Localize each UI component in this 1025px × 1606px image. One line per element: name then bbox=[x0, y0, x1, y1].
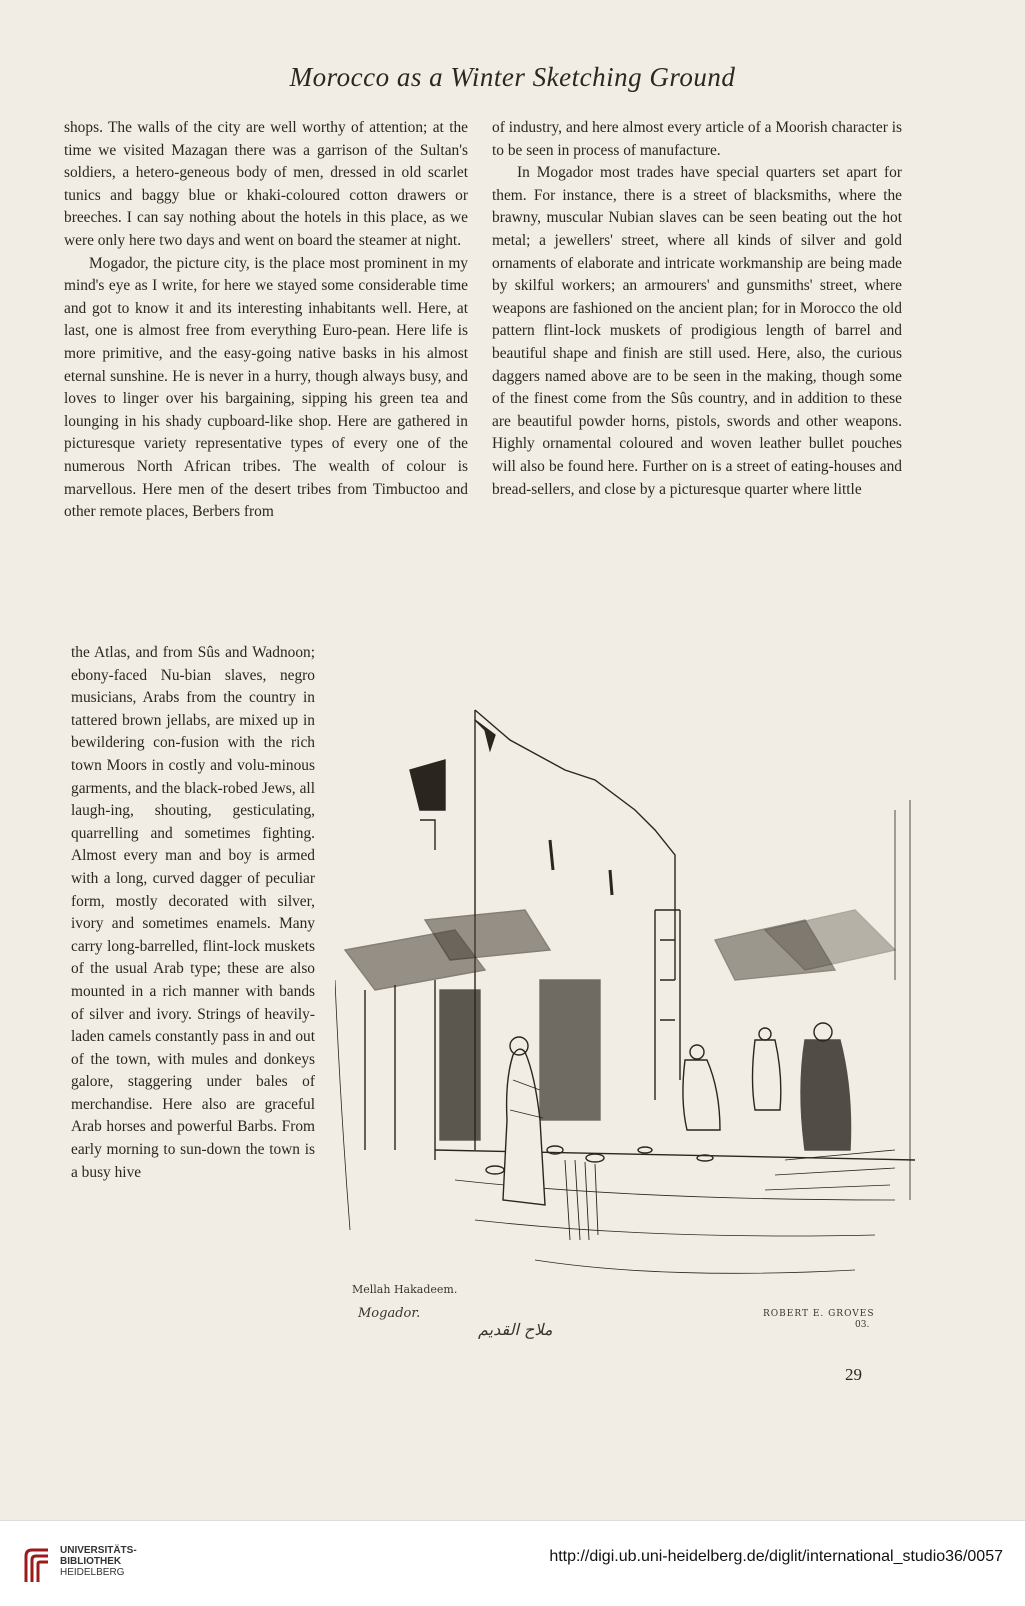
running-title: Morocco as a Winter Sketching Ground bbox=[289, 62, 736, 92]
arabic-inscription: ملاح القديم bbox=[478, 1320, 553, 1339]
left-column-narrow bbox=[71, 642, 315, 1184]
left-paragraph-1: shops. The walls of the city are well worthy of attention; at the time we visited Mazagan there was a garrison of the Sultan's soldiers, a hetero-geneous body of men, dressed in old scarlet tunics and baggy blue or khaki-coloured cotton drawers or breeches. I can say nothing about the hotels in this place, as we were only here two days and went on board the steamer at night. bbox=[64, 119, 468, 249]
artist-year: 03. bbox=[855, 1320, 870, 1330]
library-name-line-3: HEIDELBERG bbox=[60, 1567, 125, 1578]
street-scene-illustration bbox=[335, 680, 920, 1340]
right-paragraph-1: of industry, and here almost every article of a Moorish character is to be seen in process of manufacture. bbox=[492, 119, 902, 159]
left-paragraph-2-continued: the Atlas, and from Sûs and Wadnoon; ebony-faced Nu-bian slaves, negro musicians, Arabs from the country in tattered brown jellabs, are mixed up in bewildering con-fusion with the rich town Moors in costly and volu-minous garments, and the black-robed Jews, all laugh-ing, shouting, gesticulating, quarrelling and sometimes fighting. Almost every man and boy is armed with a long, curved dagger of peculiar form, mostly decorated with silver, ivory and sometimes enamels. Many carry long-barrelled, flint-lock muskets of the usual Arab type; these are also mounted in a rich manner with bands of silver and ivory. Strings of heavily-laden camels constantly pass in and out of the town, with mules and donkeys galore, staggering under bales of merchandise. Here also are graceful Arab horses and powerful Barbs. From early morning to sun-down the town is a busy hive bbox=[71, 644, 315, 1181]
caption-town: Mogador. bbox=[358, 1306, 421, 1321]
caption-place: Mellah Hakadeem. bbox=[352, 1283, 458, 1296]
left-column bbox=[64, 117, 468, 524]
library-name-line-2: BIBLIOTHEK bbox=[60, 1556, 122, 1567]
source-url[interactable]: http://digi.ub.uni-heidelberg.de/diglit/international_studio36/0057 bbox=[549, 1548, 1003, 1565]
artist-signature: ROBERT E. GROVES bbox=[763, 1309, 875, 1319]
library-name-line-1: UNIVERSITÄTS- bbox=[60, 1545, 137, 1556]
right-paragraph-2: In Mogador most trades have special quarters set apart for them. For instance, there is a street of blacksmiths, where the brawny, muscular Nubian slaves can be seen beating out the hot metal; a jewellers' street, where all kinds of silver and gold ornaments of elaborate and intricate workmanship are being made by skilful workers; an armourers' and gunsmiths' street, where weapons are fashioned on the ancient plan; for in Morocco the old pattern flint-lock muskets of prodigious length of barrel and beautiful shape and finish are still used. Here, also, the curious daggers named above are to be seen in the making, though some of the finest come from the Sûs country, and in addition to these are beautiful powder horns, pistols, swords and other weapons. Highly ornamental coloured and woven leather bullet pouches will also be found here. Further on is a street of eating-houses and bread-sellers, and close by a picturesque quarter where little bbox=[492, 164, 902, 498]
left-paragraph-2: Mogador, the picture city, is the place most prominent in my mind's eye as I write, for here we stayed some considerable time and got to know it and its interesting inhabitants well. Here, at last, one is almost free from everything Euro-pean. Here life is more primitive, and the easy-going native basks in his almost eternal sunshine. He is never in a hurry, though always busy, and loves to linger over his bargaining, sipping his green tea and lounging in his shady cupboard-like shop. Here are gathered in picturesque variety representative types of every one of the numerous North African tribes. The wealth of colour is marvellous. Here men of the desert tribes from Timbuctoo and other remote places, Berbers from bbox=[64, 254, 468, 521]
right-column bbox=[492, 117, 902, 501]
page-number: 29 bbox=[845, 1365, 862, 1384]
library-name bbox=[60, 1545, 137, 1578]
library-logo-icon bbox=[22, 1546, 52, 1586]
footer-bar bbox=[0, 1520, 1025, 1606]
